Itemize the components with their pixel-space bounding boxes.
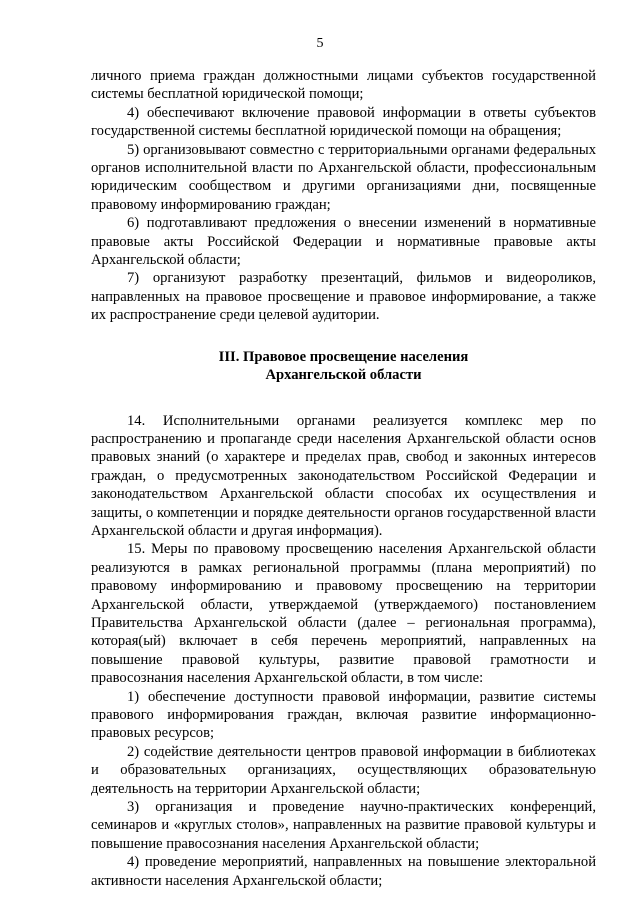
sub-item-4: 4) проведение мероприятий, направленных на повышение электоральной активности населения Архангельской области; — [91, 854, 596, 889]
paragraph-continuation: личного приема граждан должностными лицами субъектов государственной системы бесплатной юридической помощи; — [91, 68, 596, 103]
paragraph-15: 15. Меры по правовому просвещению населения Архангельской области реализуются в рамках региональной программы (плана мероприятий) по правовому информированию и правовому просвещению на территории Архангельской области, утверждаемой (утверждаемого) постановлением Правительства Архангельской области (далее – региональная программа), которая(ый) включает в себя перечень мероприятий, направленных на повышение правовой культуры, развитие правовой грамотности и правосознания населения Архангельской области, в том числе: — [91, 541, 596, 687]
sub-item-3: 3) организация и проведение научно-практических конференций, семинаров и «круглых столов», направленных на развитие правовой культуры и повышение правосознания населения Архангельской области; — [91, 799, 596, 852]
list-item-4: 4) обеспечивают включение правовой информации в ответы субъектов государственной системы бесплатной юридической помощи на обращения; — [91, 104, 596, 140]
list-item-5: 5) организовывают совместно с территориальными органами федеральных органов исполнительной власти по Архангельской области, профессиональным юридическим сообществом и другими организациями дни, посвященные правовому информированию граждан; — [91, 141, 596, 213]
paragraph-14: 14. Исполнительными органами реализуется комплекс мер по распространению и пропаганде среди населения Архангельской области основ правовых знаний (о характере и пределах прав, свобод и законных интересов граждан, о предусмотренных законодательством Российской Федерации и законодательством Архангельской области способах их осуществления и защиты, о компетенции и порядке деятельности органов государственной власти Архангельской области и другая информация). — [91, 412, 596, 539]
sub-item-1: 1) обеспечение доступности правовой информации, развитие системы правового информирования граждан, включая развитие информационно-правовых ресурсов; — [91, 688, 596, 742]
section-heading — [91, 348, 596, 385]
page-number: 5 — [316, 36, 324, 51]
sub-item-2: 2) содействие деятельности центров правовой информации в библиотеках и образовательных организациях, осуществляющих образовательную деятельность на территории Архангельской области; — [91, 743, 596, 797]
list-item-6: 6) подготавливают предложения о внесении изменений в нормативные правовые акты Российской Федерации и нормативные правовые акты Архангельской области; — [91, 215, 596, 269]
list-item-7: 7) организуют разработку презентаций, фильмов и видеороликов, направленных на правовое просвещение и правовое информирование, а также их распространение среди целевой аудитории. — [91, 270, 596, 324]
section-title-line-2: Архангельской области — [265, 367, 422, 384]
section-title-line-1: III. Правовое просвещение населения — [218, 348, 469, 365]
document-body — [91, 67, 596, 890]
